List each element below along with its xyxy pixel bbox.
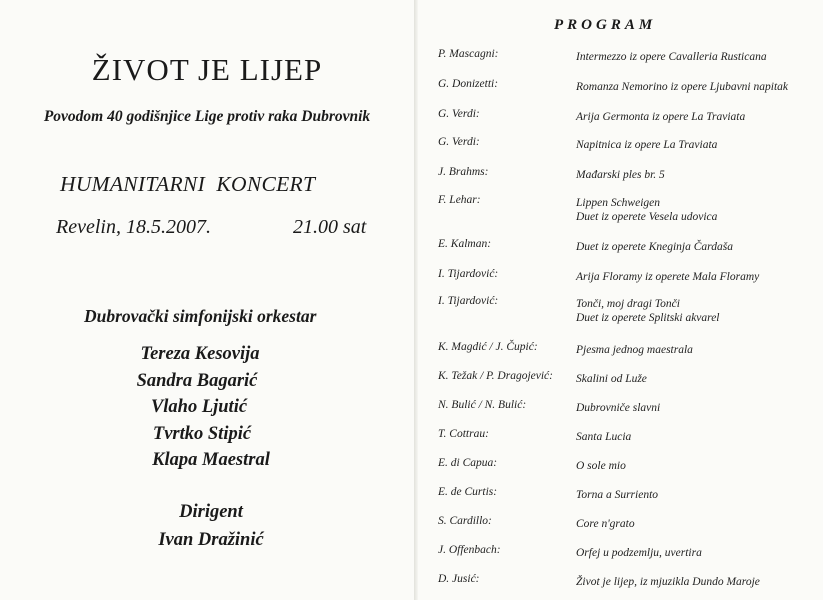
program-composer: E. di Capua:	[438, 457, 498, 469]
program-work-line: O sole mio	[576, 460, 626, 472]
conductor-name	[0, 530, 414, 551]
program-composer: E. de Curtis:	[438, 486, 498, 498]
performer	[0, 394, 414, 421]
performer-name: Sandra Bagarić	[136, 370, 258, 391]
program-work-line: Arija Floramy iz operete Mala Floramy	[576, 271, 760, 283]
program-composer: J. Brahms:	[438, 166, 489, 178]
program-composer: S. Cardillo:	[438, 515, 492, 527]
program-composer: P. Mascagni:	[438, 48, 499, 60]
program-work	[576, 370, 647, 386]
program-composer: G. Verdi:	[438, 136, 480, 148]
program-composer: E. Kalman:	[438, 238, 492, 250]
program-work-line: Intermezzo iz opere Cavalleria Rusticana	[576, 51, 767, 63]
performer	[0, 421, 414, 448]
program-title: PROGRAM	[554, 17, 657, 33]
concert-type: HUMANITARNI KONCERT	[60, 172, 316, 196]
concert-time: 21.00 sat	[293, 216, 367, 238]
program-work-line: Tonči, moj dragi Tonči	[576, 298, 680, 310]
program-work-line: Torna a Surriento	[576, 489, 659, 501]
program-work	[576, 108, 745, 124]
program-work	[576, 486, 658, 502]
program-composer: K. Magdić / J. Čupić:	[438, 341, 538, 353]
program-work-line: Duet iz operete Vesela udovica	[576, 211, 718, 223]
performer	[0, 447, 414, 474]
program-work	[576, 166, 665, 182]
program-work	[576, 295, 720, 325]
venue-date: Revelin, 18.5.2007.	[56, 216, 211, 238]
program-work-line: Core n'grato	[576, 518, 635, 530]
program-work	[576, 341, 693, 357]
program-work-line: Lippen Schweigen	[576, 197, 660, 209]
right-page	[418, 0, 823, 600]
program-composer: J. Offenbach:	[438, 544, 501, 556]
program-work-line: Dubrovniče slavni	[576, 402, 661, 414]
conductor-label	[0, 502, 414, 523]
program-composer: F. Lehar:	[438, 194, 481, 206]
program-work-line: Napitnica iz opere La Traviata	[576, 139, 718, 151]
program-work	[576, 194, 717, 224]
performer	[0, 368, 414, 395]
program-work	[576, 399, 660, 415]
program-work-line: Orfej u podzemlju, uvertira	[576, 547, 702, 559]
performer-name: Tereza Kesovija	[140, 344, 260, 364]
program-work-line: Duet iz operete Kneginja Čardaša	[576, 241, 733, 253]
program-work	[576, 268, 759, 284]
program-work	[576, 238, 733, 254]
performers-list	[0, 341, 414, 474]
program-composer: G. Verdi:	[438, 108, 480, 120]
program-work-line: Arija Germonta iz opere La Traviata	[576, 111, 746, 123]
program-work	[576, 428, 631, 444]
program-composer: T. Cottrau:	[438, 428, 489, 440]
program-composer: D. Jusić:	[438, 573, 480, 585]
program-work	[576, 544, 702, 560]
program-composer: I. Tijardović:	[438, 295, 499, 307]
program-work-line: Duet iz operete Splitski akvarel	[576, 312, 720, 324]
program-work	[576, 573, 760, 589]
performer	[0, 341, 414, 368]
program-composer: K. Težak / P. Dragojević:	[438, 370, 553, 382]
performer-name: Vlaho Ljutić	[150, 397, 248, 417]
program-work-line: Skalini od Luže	[576, 373, 647, 385]
orchestra-name: Dubrovački simfonijski orkestar	[84, 306, 317, 326]
program-work	[576, 136, 717, 152]
performer-name: Tvrtko Stipić	[152, 423, 252, 444]
concert-title: ŽIVOT JE LIJEP	[91, 52, 323, 87]
program-work	[576, 48, 767, 64]
program-work-line: Romanza Nemorino iz opere Ljubavni napitak	[576, 81, 788, 93]
program-composer: N. Bulić / N. Bulić:	[438, 399, 527, 411]
occasion-subtitle: Povodom 40 godišnjice Lige protiv raka Dubrovnik	[43, 108, 371, 125]
program-work-line: Santa Lucia	[576, 431, 632, 443]
program-work-line: Mađarski ples br. 5	[576, 169, 665, 181]
program-composer: G. Donizetti:	[438, 78, 499, 90]
program-work-line: Pjesma jednog maestrala	[576, 344, 693, 356]
program-composer: I. Tijardović:	[438, 268, 499, 280]
performer-name: Klapa Maestral	[152, 450, 270, 470]
program-work-line: Život je lijep, iz mjuzikla Dundo Maroje	[576, 576, 760, 588]
conductor-name-text: Ivan Dražinić	[158, 530, 264, 550]
program-work	[576, 515, 635, 531]
program-work	[576, 457, 626, 473]
program-work	[576, 78, 788, 94]
conductor-label-text: Dirigent	[179, 502, 243, 522]
